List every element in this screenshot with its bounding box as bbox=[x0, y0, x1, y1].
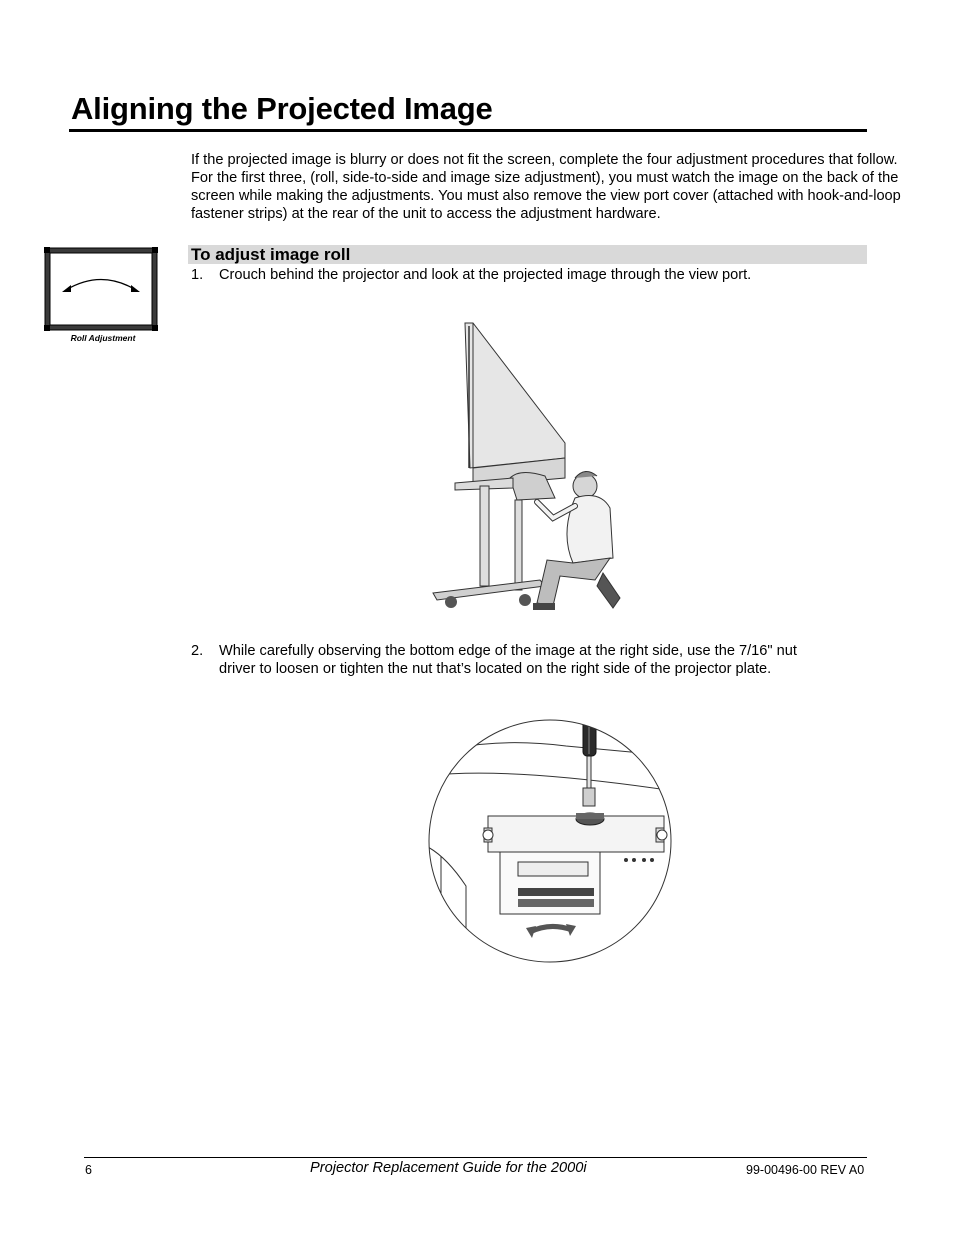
step-text-line-2: driver to loosen or tighten the nut that’s located on the right side of the projector plate. bbox=[219, 661, 772, 677]
roll-adjustment-thumbnail bbox=[44, 247, 158, 336]
footer-rule bbox=[84, 1157, 867, 1158]
nut-driver-on-projector-plate-closeup-illustration bbox=[426, 716, 674, 966]
footer-page-number: 6 bbox=[85, 1163, 92, 1177]
footer-doc-number: 99-00496-00 REV A0 bbox=[746, 1163, 865, 1177]
person-crouching-behind-projector-illustration bbox=[425, 318, 630, 614]
step-number: 2. bbox=[191, 643, 204, 659]
page-title: Aligning the Projected Image bbox=[71, 91, 493, 126]
title-rule bbox=[69, 129, 867, 132]
section-heading: To adjust image roll bbox=[188, 245, 867, 264]
step-text: Crouch behind the projector and look at the projected image through the view port. bbox=[219, 267, 752, 283]
step-2 bbox=[191, 642, 871, 682]
roll-adjustment-icon bbox=[44, 247, 158, 331]
step-number: 1. bbox=[191, 267, 204, 283]
intro-paragraph: If the projected image is blurry or does not fit the screen, complete the four adjustment procedures that follow. For the first three, (roll, side-to-side and image size adjustment), you must watch the image on the back of the screen while making the adjustments. You must also remove the view port cover (attached with hook-and-loop fastener strips) at the rear of the unit to access the adjustment hardware. bbox=[191, 152, 901, 222]
step-text-line-1: While carefully observing the bottom edge of the image at the right side, use the 7/16" nut bbox=[219, 643, 797, 659]
footer-guide-title: Projector Replacement Guide for the 2000i bbox=[310, 1160, 587, 1176]
thumbnail-caption: Roll Adjustment bbox=[70, 333, 136, 343]
